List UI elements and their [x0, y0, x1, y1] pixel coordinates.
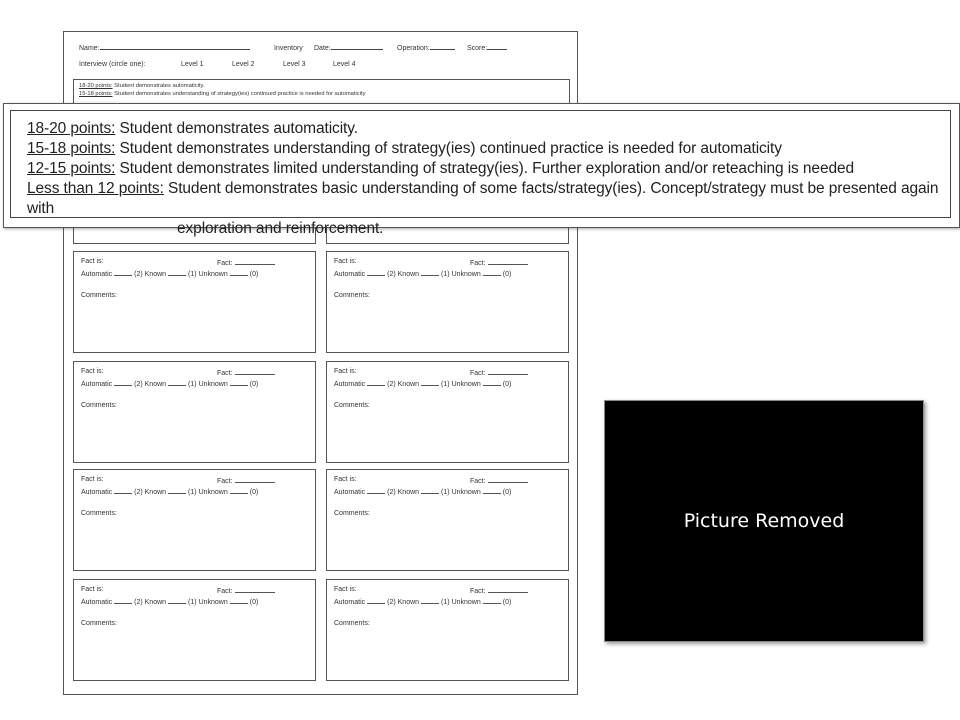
name-label: Name: [79, 45, 100, 52]
fact-row [81, 586, 104, 593]
score-row [334, 379, 511, 388]
unknown-points: (0) [502, 381, 512, 388]
small-rubric-text-2: Student demonstrates understanding of strategy(ies) continued practice is needed for automaticity [112, 91, 366, 97]
rubric-text-2: Student demonstrates understanding of strategy(ies) continued practice is needed for automaticity [115, 140, 782, 157]
automatic-blank[interactable] [114, 269, 132, 276]
fact-label: Fact: [470, 478, 486, 485]
automatic-points: (2) [387, 599, 396, 606]
known-label: Known [397, 599, 420, 606]
automatic-points: (2) [387, 381, 396, 388]
unknown-label: Unknown [198, 271, 228, 278]
score-row [334, 269, 511, 278]
fact-label: Fact: [470, 588, 486, 595]
automatic-blank[interactable] [367, 597, 385, 604]
score-row [334, 597, 511, 606]
comments-label: Comments: [334, 510, 370, 517]
interview-label: Interview (circle one): [79, 61, 146, 68]
known-points: (1) [188, 489, 197, 496]
fact-row [334, 368, 357, 375]
fact-is-label: Fact is: [81, 476, 104, 483]
small-rubric-label-1: 18-20 points: [79, 83, 113, 89]
small-rubric-line-2 [79, 90, 564, 98]
fact-answer-row [217, 476, 275, 485]
known-blank[interactable] [421, 487, 439, 494]
name-field [79, 45, 250, 52]
comments-label: Comments: [334, 402, 370, 409]
fact-label: Fact: [217, 588, 233, 595]
fact-label: Fact: [470, 260, 486, 267]
fact-answer-row [470, 586, 528, 595]
level-2-option[interactable]: Level 2 [232, 61, 255, 68]
score-row [81, 487, 258, 496]
rubric-label-1: 18-20 points: [27, 120, 116, 137]
rubric-zoom-callout [3, 103, 960, 237]
known-blank[interactable] [168, 597, 186, 604]
fact-row [334, 586, 357, 593]
unknown-blank[interactable] [230, 379, 248, 386]
fact-card [326, 251, 569, 353]
fact-answer-row [217, 586, 275, 595]
rubric-line-2 [27, 139, 950, 159]
operation-label: Operation: [397, 45, 430, 52]
automatic-points: (2) [134, 271, 143, 278]
unknown-label: Unknown [451, 381, 481, 388]
unknown-points: (0) [502, 271, 512, 278]
known-label: Known [397, 489, 420, 496]
automatic-label: Automatic [81, 489, 113, 496]
comments-row [334, 510, 370, 517]
unknown-blank[interactable] [483, 597, 501, 604]
fact-label: Fact: [470, 370, 486, 377]
known-points: (1) [188, 599, 197, 606]
picture-placeholder [604, 400, 924, 642]
comments-label: Comments: [81, 620, 117, 627]
fact-is-label: Fact is: [81, 368, 104, 375]
known-blank[interactable] [421, 269, 439, 276]
unknown-label: Unknown [198, 381, 228, 388]
fact-is-label: Fact is: [334, 476, 357, 483]
known-points: (1) [441, 599, 450, 606]
fact-blank[interactable] [235, 258, 275, 265]
score-field [467, 45, 507, 52]
fact-blank[interactable] [488, 476, 528, 483]
unknown-blank[interactable] [483, 487, 501, 494]
rubric-line-4 [27, 179, 950, 219]
small-rubric-line-1 [79, 82, 564, 90]
operation-field [397, 45, 455, 52]
fact-row [81, 368, 104, 375]
known-points: (1) [188, 381, 197, 388]
inventory-label [274, 45, 303, 52]
unknown-points: (0) [502, 489, 512, 496]
fact-card [73, 251, 316, 353]
fact-blank[interactable] [235, 586, 275, 593]
fact-card [73, 469, 316, 571]
comments-row [81, 510, 117, 517]
fact-answer-row [470, 476, 528, 485]
unknown-points: (0) [249, 271, 259, 278]
comments-row [334, 292, 370, 299]
unknown-points: (0) [249, 599, 259, 606]
fact-card [326, 579, 569, 681]
rubric-text-3: Student demonstrates limited understanding of strategy(ies). Further exploration and/or reteaching is needed [115, 160, 855, 177]
fact-card [73, 361, 316, 463]
automatic-points: (2) [387, 271, 396, 278]
small-rubric-text-1: Student demonstrates automaticity. [112, 83, 205, 89]
date-field [314, 45, 383, 52]
rubric-line-1 [27, 119, 950, 139]
small-rubric-label-2: 15-18 points: [79, 91, 113, 97]
known-blank[interactable] [421, 597, 439, 604]
fact-row [334, 476, 357, 483]
unknown-points: (0) [249, 489, 259, 496]
unknown-label: Unknown [198, 489, 228, 496]
fact-is-label: Fact is: [81, 258, 104, 265]
automatic-blank[interactable] [367, 379, 385, 386]
automatic-points: (2) [134, 489, 143, 496]
rubric-label-4: Less than 12 points: [27, 180, 164, 197]
known-blank[interactable] [168, 379, 186, 386]
inventory-text: Inventory [274, 45, 303, 52]
fact-blank[interactable] [488, 586, 528, 593]
score-row [334, 487, 511, 496]
unknown-label: Unknown [451, 599, 481, 606]
unknown-points: (0) [249, 381, 259, 388]
comments-row [334, 402, 370, 409]
known-blank[interactable] [421, 379, 439, 386]
score-row [81, 269, 258, 278]
known-points: (1) [441, 489, 450, 496]
score-label: Score: [467, 45, 488, 52]
automatic-label: Automatic [334, 599, 366, 606]
fact-is-label: Fact is: [81, 586, 104, 593]
fact-blank[interactable] [235, 368, 275, 375]
fact-answer-row [470, 258, 528, 267]
comments-label: Comments: [81, 510, 117, 517]
known-blank[interactable] [168, 487, 186, 494]
automatic-label: Automatic [334, 381, 366, 388]
automatic-points: (2) [134, 599, 143, 606]
fact-card [326, 469, 569, 571]
date-label: Date: [314, 45, 331, 52]
fact-answer-row [217, 258, 275, 267]
automatic-label: Automatic [81, 381, 113, 388]
comments-row [334, 620, 370, 627]
level-1-option[interactable]: Level 1 [181, 61, 204, 68]
automatic-label: Automatic [81, 271, 113, 278]
automatic-blank[interactable] [114, 597, 132, 604]
automatic-points: (2) [387, 489, 396, 496]
fact-blank[interactable] [488, 368, 528, 375]
known-points: (1) [441, 271, 450, 278]
fact-answer-row [470, 368, 528, 377]
unknown-blank[interactable] [483, 269, 501, 276]
known-label: Known [144, 271, 167, 278]
rubric-box-large [10, 110, 951, 237]
automatic-blank[interactable] [367, 487, 385, 494]
rubric-text-1: Student demonstrates automaticity. [115, 120, 358, 137]
automatic-blank[interactable] [114, 487, 132, 494]
unknown-blank[interactable] [483, 379, 501, 386]
known-label: Known [397, 271, 420, 278]
fact-blank[interactable] [235, 476, 275, 483]
fact-row [81, 258, 104, 265]
comments-label: Comments: [334, 292, 370, 299]
picture-caption: Picture Removed [683, 510, 845, 532]
fact-row [81, 476, 104, 483]
known-label: Known [144, 599, 167, 606]
unknown-blank[interactable] [230, 269, 248, 276]
rubric-text-4: Student demonstrates basic understanding of some facts/strategy(ies). Concept/strategy must be presented again with [27, 180, 939, 217]
automatic-label: Automatic [334, 489, 366, 496]
fact-is-label: Fact is: [334, 258, 357, 265]
unknown-label: Unknown [451, 271, 481, 278]
fact-blank[interactable] [488, 258, 528, 265]
fact-is-label: Fact is: [334, 586, 357, 593]
score-row [81, 379, 258, 388]
known-points: (1) [188, 271, 197, 278]
known-blank[interactable] [168, 269, 186, 276]
unknown-label: Unknown [451, 489, 481, 496]
score-row [81, 597, 258, 606]
unknown-blank[interactable] [230, 597, 248, 604]
comments-row [81, 620, 117, 627]
unknown-label: Unknown [198, 599, 228, 606]
fact-card [326, 361, 569, 463]
comments-row [81, 402, 117, 409]
known-label: Known [144, 381, 167, 388]
known-label: Known [144, 489, 167, 496]
fact-answer-row [217, 368, 275, 377]
comments-label: Comments: [81, 402, 117, 409]
unknown-points: (0) [502, 599, 512, 606]
rubric-label-3: 12-15 points: [27, 160, 116, 177]
comments-label: Comments: [334, 620, 370, 627]
fact-is-label: Fact is: [334, 368, 357, 375]
fact-card [73, 579, 316, 681]
automatic-label: Automatic [81, 599, 113, 606]
fact-row [334, 258, 357, 265]
automatic-points: (2) [134, 381, 143, 388]
fact-label: Fact: [217, 260, 233, 267]
fact-label: Fact: [217, 478, 233, 485]
known-points: (1) [441, 381, 450, 388]
rubric-line-3 [27, 159, 950, 179]
rubric-label-2: 15-18 points: [27, 140, 116, 157]
level-4-option[interactable]: Level 4 [333, 61, 356, 68]
automatic-blank[interactable] [367, 269, 385, 276]
comments-row [81, 292, 117, 299]
unknown-blank[interactable] [230, 487, 248, 494]
fact-label: Fact: [217, 370, 233, 377]
known-label: Known [397, 381, 420, 388]
automatic-label: Automatic [334, 271, 366, 278]
level-3-option[interactable]: Level 3 [283, 61, 306, 68]
automatic-blank[interactable] [114, 379, 132, 386]
comments-label: Comments: [81, 292, 117, 299]
rubric-continuation: exploration and reinforcement. [177, 220, 384, 237]
